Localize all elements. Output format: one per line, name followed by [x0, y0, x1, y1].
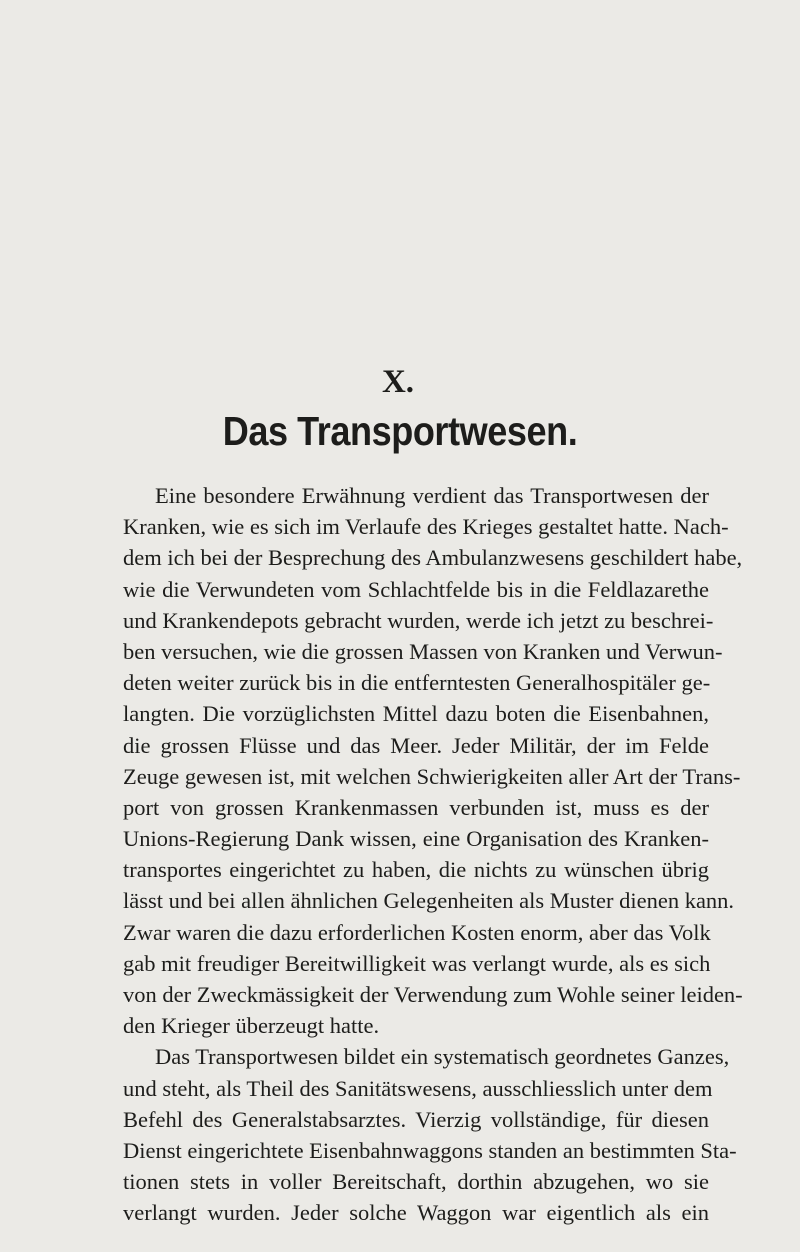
body-text: [123, 480, 743, 1229]
text-line: Befehl des Generalstabsarztes. Vierzig vollständige, für diesen: [123, 1106, 709, 1132]
text-line: Eine besondere Erwähnung verdient das Transportwesen der: [155, 483, 709, 508]
text-line: verlangt wurden. Jeder solche Waggon war eigentlich als ein: [123, 1200, 709, 1226]
text-line: wie die Verwundeten vom Schlachtfelde bis in die Feldlazarethe: [123, 576, 709, 602]
text-line: Unions-Regierung Dank wissen, eine Organisation des Kranken-: [123, 826, 709, 852]
chapter-title: Das Transportwesen.: [222, 408, 578, 454]
text-line: ben versuchen, wie die grossen Massen von Kranken und Verwun-: [123, 638, 723, 664]
paragraph-2: [123, 1041, 737, 1228]
text-line: port von grossen Krankenmassen verbunden ist, muss es der: [123, 794, 709, 820]
text-line: lässt und bei allen ähnlichen Gelegenheiten als Muster dienen kann.: [123, 888, 735, 914]
text-line: Kranken, wie es sich im Verlaufe des Krieges gestaltet hatte. Nach-: [123, 514, 729, 540]
text-line: deten weiter zurück bis in die entferntesten Generalhospitäler ge-: [123, 670, 711, 696]
text-line: gab mit freudiger Bereitwilligkeit was verlangt wurde, als es sich: [123, 950, 711, 976]
text-line: von der Zweckmässigkeit der Verwendung zum Wohle seiner leiden-: [123, 982, 743, 1007]
text-line: Zeuge gewesen ist, mit welchen Schwierigkeiten aller Art der Trans-: [123, 763, 741, 789]
text-line: Zwar waren die dazu erforderlichen Kosten enorm, aber das Volk: [123, 919, 711, 945]
text-line: den Krieger überzeugt hatte.: [123, 1013, 380, 1039]
text-line: und Krankendepots gebracht wurden, werde ich jetzt zu beschrei-: [123, 607, 714, 633]
chapter-number: X.: [381, 364, 415, 400]
paragraph-1: [123, 480, 743, 1041]
text-line: die grossen Flüsse und das Meer. Jeder Militär, der im Felde: [123, 732, 709, 758]
text-line: Dienst eingerichtete Eisenbahnwaggons standen an bestimmten Sta-: [123, 1137, 737, 1163]
text-line: transportes eingerichtet zu haben, die nichts zu wünschen übrig: [123, 857, 709, 883]
text-line: und steht, als Theil des Sanitätswesens, ausschliesslich unter dem: [123, 1075, 713, 1101]
text-line: langten. Die vorzüglichsten Mittel dazu boten die Eisenbahnen,: [123, 701, 709, 727]
text-line: Das Transportwesen bildet ein systematisch geordnetes Ganzes,: [155, 1044, 730, 1070]
text-line: dem ich bei der Besprechung des Ambulanzwesens geschildert habe,: [123, 545, 743, 571]
text-line: tionen stets in voller Bereitschaft, dorthin abzugehen, wo sie: [123, 1169, 709, 1195]
